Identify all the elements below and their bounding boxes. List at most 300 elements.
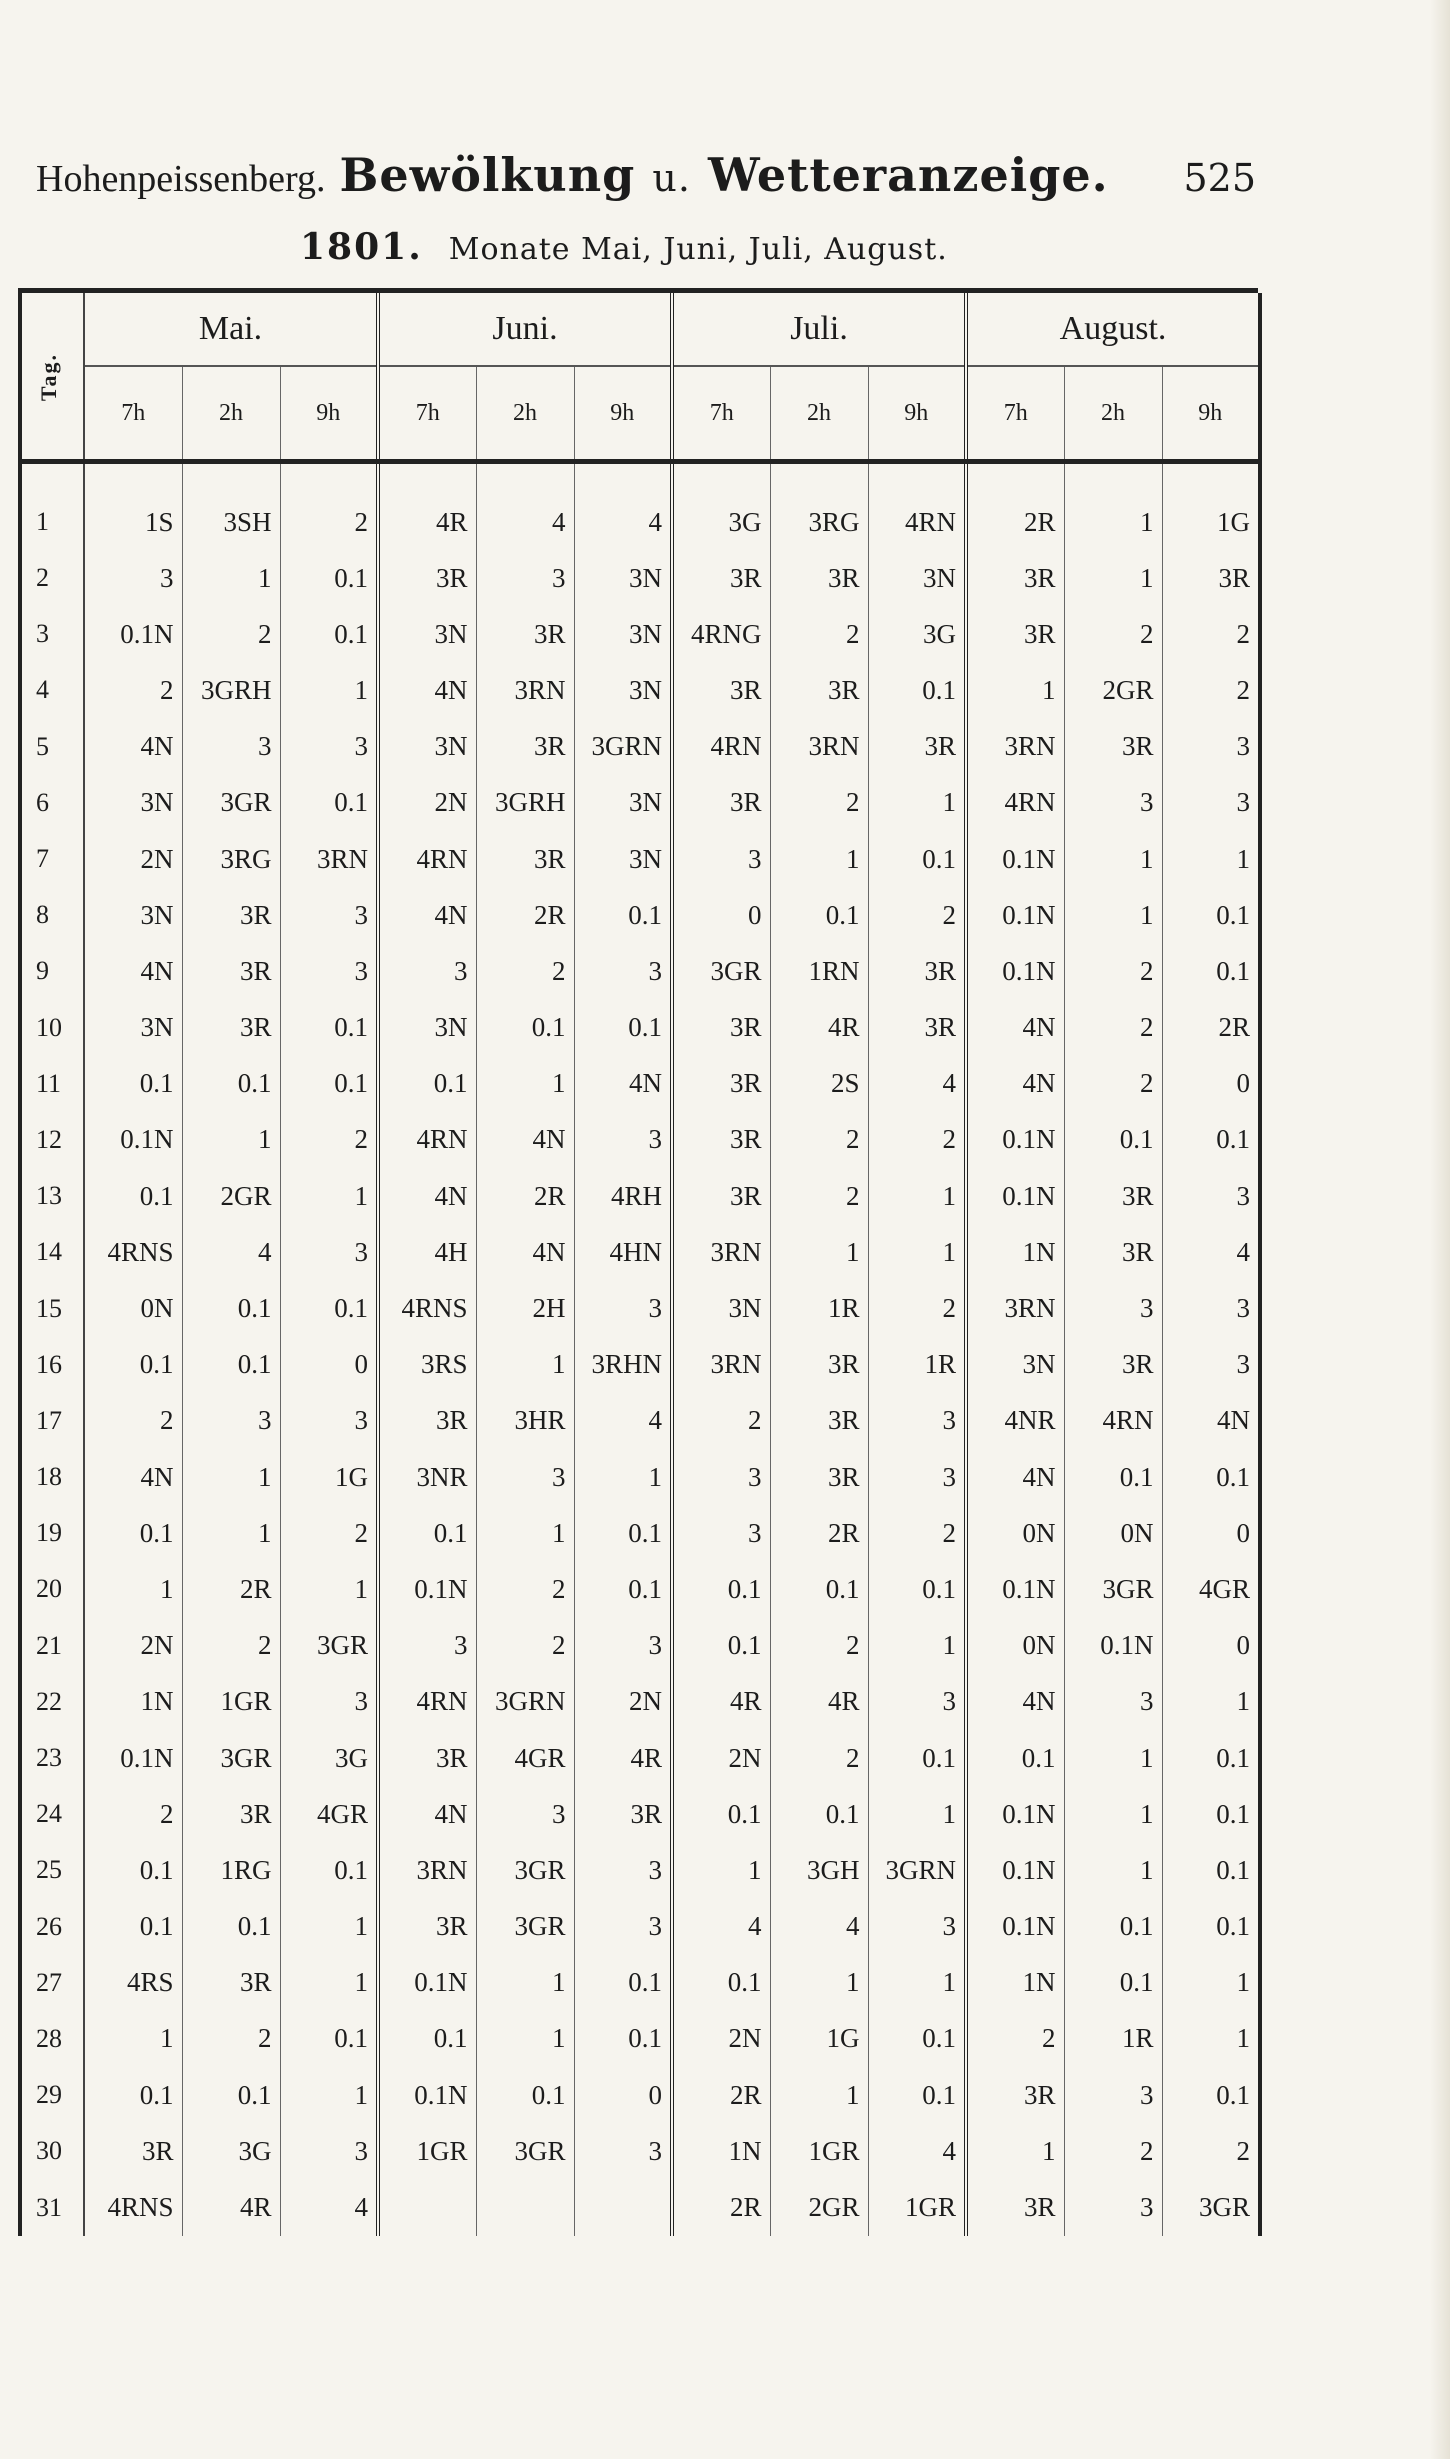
weather-cell: 1 — [868, 1168, 966, 1224]
weather-cell: 3 — [574, 943, 672, 999]
table-row — [20, 1730, 1260, 1786]
weather-cell: 3RN — [378, 1842, 476, 1898]
weather-cell: 4GR — [476, 1730, 574, 1786]
weather-cell: 0.1 — [966, 1730, 1064, 1786]
weather-cell: 0.1 — [84, 1505, 182, 1561]
title-part-2: Wetteranzeige. — [707, 148, 1109, 202]
weather-cell: 4RN — [378, 831, 476, 887]
weather-cell: 0.1 — [770, 1786, 868, 1842]
weather-cell: 0.1 — [672, 1786, 770, 1842]
weather-cell: 3RN — [770, 719, 868, 775]
weather-cell: 0.1 — [574, 887, 672, 943]
weather-cell: 1 — [868, 1224, 966, 1280]
weather-cell: 4 — [280, 2179, 378, 2235]
day-number: 3 — [20, 606, 84, 662]
weather-cell: 3R — [770, 550, 868, 606]
weather-cell: 4NR — [966, 1393, 1064, 1449]
weather-cell: 3RN — [476, 662, 574, 718]
day-number: 20 — [20, 1561, 84, 1617]
weather-cell: 1 — [476, 1955, 574, 2011]
weather-cell: 4N — [966, 1000, 1064, 1056]
table-row — [20, 775, 1260, 831]
weather-cell: 2N — [574, 1674, 672, 1730]
weather-cell: 0.1 — [182, 1056, 280, 1112]
weather-cell: 4RN — [378, 1112, 476, 1168]
weather-cell: 3R — [672, 775, 770, 831]
table-row — [20, 831, 1260, 887]
weather-cell: 3 — [280, 943, 378, 999]
weather-cell: 3GR — [476, 2123, 574, 2179]
day-number: 15 — [20, 1280, 84, 1336]
weather-cell: 4RH — [574, 1168, 672, 1224]
weather-cell: 3RN — [672, 1224, 770, 1280]
weather-cell: 3R — [966, 606, 1064, 662]
weather-cell: 0.1N — [966, 1168, 1064, 1224]
weather-cell: 3G — [182, 2123, 280, 2179]
weather-cell: 3 — [1064, 1674, 1162, 1730]
table-row — [20, 1786, 1260, 1842]
weather-cell: 3R — [770, 1449, 868, 1505]
weather-cell: 3 — [574, 1842, 672, 1898]
weather-cell: 4RNG — [672, 606, 770, 662]
weather-cell: 2 — [1064, 1056, 1162, 1112]
weather-cell: 0.1N — [966, 887, 1064, 943]
weather-cell: 0.1 — [84, 1899, 182, 1955]
weather-cell: 2 — [476, 1618, 574, 1674]
table-row — [20, 719, 1260, 775]
weather-cell: 4R — [574, 1730, 672, 1786]
weather-cell: 2 — [770, 606, 868, 662]
weather-cell: 0.1 — [868, 2011, 966, 2067]
weather-cell: 1N — [84, 1674, 182, 1730]
weather-cell: 4N — [966, 1674, 1064, 1730]
weather-cell: 0.1 — [182, 1337, 280, 1393]
weather-cell: 3R — [770, 662, 868, 718]
day-number: 14 — [20, 1224, 84, 1280]
weather-cell: 0.1 — [182, 2067, 280, 2123]
weather-cell: 3R — [672, 662, 770, 718]
weather-cell: 3G — [672, 462, 770, 551]
weather-cell: 2R — [476, 1168, 574, 1224]
weather-cell: 3R — [378, 1899, 476, 1955]
weather-cell: 2 — [182, 1618, 280, 1674]
table-row — [20, 550, 1260, 606]
weather-cell: 0.1N — [84, 1112, 182, 1168]
weather-cell: 1 — [280, 1168, 378, 1224]
weather-cell: 1 — [1162, 1674, 1260, 1730]
weather-cell: 4 — [868, 1056, 966, 1112]
hour-header: 2h — [1064, 366, 1162, 462]
weather-cell: 3 — [1162, 775, 1260, 831]
weather-cell: 4RS — [84, 1955, 182, 2011]
weather-cell: 1GR — [182, 1674, 280, 1730]
weather-cell: 3R — [378, 1730, 476, 1786]
weather-table-container — [18, 288, 1258, 2263]
weather-cell: 0.1N — [966, 1112, 1064, 1168]
day-number: 10 — [20, 1000, 84, 1056]
hour-header: 2h — [182, 366, 280, 462]
day-number: 13 — [20, 1168, 84, 1224]
weather-cell: 3GR — [182, 1730, 280, 1786]
weather-cell: 0.1 — [1064, 1449, 1162, 1505]
weather-cell: 3R — [672, 1056, 770, 1112]
weather-cell: 3R — [182, 1786, 280, 1842]
hour-header: 9h — [574, 366, 672, 462]
weather-cell: 0.1 — [280, 1280, 378, 1336]
page-edge — [1430, 0, 1450, 2459]
weather-cell: 4 — [574, 1393, 672, 1449]
weather-cell: 1G — [770, 2011, 868, 2067]
weather-cell: 0.1 — [378, 2011, 476, 2067]
weather-cell: 0.1 — [1064, 1955, 1162, 2011]
weather-cell: 0.1 — [868, 2067, 966, 2123]
page-title — [340, 148, 1109, 202]
weather-cell: 4R — [182, 2179, 280, 2235]
table-row — [20, 943, 1260, 999]
weather-cell: 0.1N — [378, 2067, 476, 2123]
weather-cell: 3GR — [1064, 1561, 1162, 1617]
table-row — [20, 1056, 1260, 1112]
weather-cell: 1G — [1162, 462, 1260, 551]
weather-cell: 1 — [182, 1505, 280, 1561]
weather-cell: 0.1N — [966, 1899, 1064, 1955]
weather-cell: 0.1N — [378, 1561, 476, 1617]
weather-cell: 2 — [868, 1280, 966, 1336]
weather-cell: 1 — [182, 550, 280, 606]
weather-cell: 3GR — [672, 943, 770, 999]
weather-cell: 0N — [1064, 1505, 1162, 1561]
hour-header-row — [20, 366, 1260, 462]
month-header: August. — [966, 293, 1260, 366]
day-number: 6 — [20, 775, 84, 831]
weather-cell: 3 — [378, 943, 476, 999]
day-number: 17 — [20, 1393, 84, 1449]
weather-cell: 3R — [182, 1955, 280, 2011]
weather-cell: 3 — [1064, 775, 1162, 831]
weather-cell: 3R — [84, 2123, 182, 2179]
weather-cell: 0.1 — [84, 1842, 182, 1898]
weather-cell: 1 — [868, 1786, 966, 1842]
weather-cell: 2 — [770, 1112, 868, 1168]
table-row — [20, 2179, 1260, 2235]
weather-cell: 3GRH — [476, 775, 574, 831]
weather-cell: 0 — [1162, 1056, 1260, 1112]
weather-cell: 0.1N — [84, 606, 182, 662]
weather-cell: 2 — [868, 887, 966, 943]
day-number: 31 — [20, 2179, 84, 2235]
month-header: Juni. — [378, 293, 672, 366]
weather-cell: 4RNS — [378, 1280, 476, 1336]
weather-cell: 4N — [1162, 1393, 1260, 1449]
weather-cell: 3R — [182, 1000, 280, 1056]
table-row — [20, 606, 1260, 662]
weather-cell: 0.1 — [280, 1842, 378, 1898]
weather-cell: 3 — [280, 1393, 378, 1449]
weather-cell: 3 — [672, 831, 770, 887]
weather-cell: 2 — [280, 1112, 378, 1168]
weather-cell: 0.1 — [84, 1056, 182, 1112]
weather-cell: 0.1 — [280, 1000, 378, 1056]
weather-cell: 1R — [868, 1337, 966, 1393]
table-row — [20, 1449, 1260, 1505]
weather-cell: 2 — [1064, 606, 1162, 662]
weather-cell: 1 — [1162, 831, 1260, 887]
weather-cell: 0.1 — [1162, 943, 1260, 999]
weather-cell: 3R — [966, 2179, 1064, 2235]
table-row — [20, 1393, 1260, 1449]
weather-cell: 0.1 — [868, 662, 966, 718]
day-number: 29 — [20, 2067, 84, 2123]
table-row — [20, 1168, 1260, 1224]
weather-cell: 1 — [476, 2011, 574, 2067]
weather-cell: 1 — [182, 1112, 280, 1168]
weather-cell: 1 — [1162, 1955, 1260, 2011]
weather-cell: 4N — [378, 887, 476, 943]
weather-cell: 3 — [280, 1224, 378, 1280]
weather-cell: 1N — [966, 1224, 1064, 1280]
weather-cell: 3RG — [770, 462, 868, 551]
table-row — [20, 1112, 1260, 1168]
weather-cell: 1 — [280, 2067, 378, 2123]
weather-cell: 3RHN — [574, 1337, 672, 1393]
weather-cell: 1 — [1064, 1730, 1162, 1786]
weather-cell: 3 — [1162, 1168, 1260, 1224]
weather-cell: 1 — [476, 1505, 574, 1561]
weather-cell: 0.1 — [1162, 1730, 1260, 1786]
weather-cell: 3 — [1064, 1280, 1162, 1336]
weather-cell: 2R — [672, 2179, 770, 2235]
table-row — [20, 1899, 1260, 1955]
weather-cell: 3R — [868, 1000, 966, 1056]
weather-cell: 0 — [1162, 1505, 1260, 1561]
weather-cell: 2N — [378, 775, 476, 831]
month-header: Mai. — [84, 293, 378, 366]
weather-table — [18, 293, 1262, 2236]
weather-cell: 3G — [280, 1730, 378, 1786]
day-column-header — [20, 293, 84, 462]
weather-cell: 0.1 — [182, 1899, 280, 1955]
weather-cell: 1 — [868, 775, 966, 831]
title-connector: u. — [652, 156, 691, 200]
weather-cell: 0 — [574, 2067, 672, 2123]
day-number: 27 — [20, 1955, 84, 2011]
weather-cell: 3 — [1064, 2067, 1162, 2123]
weather-cell — [574, 2179, 672, 2235]
weather-cell: 1GR — [868, 2179, 966, 2235]
weather-cell: 3N — [574, 662, 672, 718]
weather-cell: 2GR — [770, 2179, 868, 2235]
weather-cell: 1 — [280, 1955, 378, 2011]
weather-cell: 2N — [672, 2011, 770, 2067]
weather-cell: 3N — [378, 606, 476, 662]
weather-cell: 3GH — [770, 1842, 868, 1898]
weather-cell: 1GR — [770, 2123, 868, 2179]
weather-cell: 4RN — [966, 775, 1064, 831]
weather-cell: 3GR — [280, 1618, 378, 1674]
weather-cell: 2 — [1064, 943, 1162, 999]
weather-cell: 4N — [378, 1786, 476, 1842]
weather-cell: 3 — [574, 1618, 672, 1674]
weather-cell: 1 — [1064, 462, 1162, 551]
weather-cell: 1 — [1064, 831, 1162, 887]
weather-cell: 3 — [280, 719, 378, 775]
weather-cell: 0.1 — [1162, 1786, 1260, 1842]
weather-cell: 4N — [378, 1168, 476, 1224]
weather-cell: 0.1 — [574, 1000, 672, 1056]
weather-cell: 0 — [1162, 1618, 1260, 1674]
weather-cell: 2 — [84, 1393, 182, 1449]
month-header: Juli. — [672, 293, 966, 366]
weather-cell: 3 — [574, 1112, 672, 1168]
weather-cell: 0.1 — [672, 1561, 770, 1617]
table-row — [20, 462, 1260, 551]
weather-cell: 4R — [672, 1674, 770, 1730]
place-name: Hohenpeissenberg. — [36, 158, 326, 200]
table-row — [20, 2011, 1260, 2067]
weather-cell: 3GR — [476, 1899, 574, 1955]
weather-cell: 3G — [868, 606, 966, 662]
weather-cell: 2N — [84, 831, 182, 887]
weather-cell: 2 — [868, 1112, 966, 1168]
weather-cell: 3R — [182, 943, 280, 999]
page-header — [36, 148, 1256, 208]
weather-cell: 3GR — [476, 1842, 574, 1898]
weather-cell: 0.1 — [1162, 1449, 1260, 1505]
weather-cell: 0.1N — [378, 1955, 476, 2011]
table-row — [20, 1842, 1260, 1898]
day-number: 4 — [20, 662, 84, 718]
day-number: 11 — [20, 1056, 84, 1112]
weather-cell: 4N — [84, 943, 182, 999]
weather-cell: 0.1N — [1064, 1618, 1162, 1674]
weather-cell: 4RN — [672, 719, 770, 775]
table-row — [20, 1561, 1260, 1617]
weather-cell: 3R — [476, 719, 574, 775]
weather-cell: 3R — [770, 1337, 868, 1393]
table-row — [20, 1224, 1260, 1280]
weather-cell: 2R — [672, 2067, 770, 2123]
weather-cell: 3N — [574, 550, 672, 606]
weather-cell: 3R — [476, 831, 574, 887]
weather-cell: 3R — [1064, 1224, 1162, 1280]
weather-cell: 4HN — [574, 1224, 672, 1280]
weather-cell: 1GR — [378, 2123, 476, 2179]
weather-cell: 2N — [672, 1730, 770, 1786]
weather-cell: 3R — [1162, 550, 1260, 606]
weather-cell: 1 — [574, 1449, 672, 1505]
weather-cell: 1 — [1064, 887, 1162, 943]
weather-cell: 2R — [182, 1561, 280, 1617]
weather-cell: 2R — [1162, 1000, 1260, 1056]
weather-cell: 3 — [280, 1674, 378, 1730]
weather-cell: 0.1N — [84, 1730, 182, 1786]
weather-cell: 3RG — [182, 831, 280, 887]
weather-cell: 1 — [868, 1618, 966, 1674]
weather-cell: 0.1 — [1162, 1899, 1260, 1955]
weather-cell: 3 — [574, 1280, 672, 1336]
weather-cell — [476, 2179, 574, 2235]
weather-cell: 4 — [868, 2123, 966, 2179]
weather-cell: 4RNS — [84, 1224, 182, 1280]
table-row — [20, 1000, 1260, 1056]
weather-cell: 0.1 — [770, 1561, 868, 1617]
weather-cell: 3R — [672, 1112, 770, 1168]
weather-cell: 4H — [378, 1224, 476, 1280]
weather-cell: 1 — [770, 1955, 868, 2011]
hour-header: 9h — [868, 366, 966, 462]
weather-cell: 0.1 — [574, 1561, 672, 1617]
weather-cell: 3 — [1064, 2179, 1162, 2235]
weather-cell: 3SH — [182, 462, 280, 551]
weather-cell: 2 — [1064, 1000, 1162, 1056]
weather-cell: 0 — [280, 1337, 378, 1393]
weather-cell: 1G — [280, 1449, 378, 1505]
weather-cell: 1 — [770, 1224, 868, 1280]
weather-cell: 3 — [378, 1618, 476, 1674]
weather-cell: 3GRN — [476, 1674, 574, 1730]
weather-cell: 2 — [1162, 2123, 1260, 2179]
hour-header: 7h — [966, 366, 1064, 462]
weather-cell: 0N — [966, 1618, 1064, 1674]
weather-cell: 3 — [182, 1393, 280, 1449]
weather-cell: 2 — [770, 1618, 868, 1674]
weather-cell: 3N — [574, 606, 672, 662]
weather-cell: 0.1 — [280, 550, 378, 606]
weather-cell: 1 — [672, 1842, 770, 1898]
weather-cell: 3N — [574, 775, 672, 831]
weather-cell: 0.1 — [1162, 1112, 1260, 1168]
weather-cell: 3R — [672, 1168, 770, 1224]
weather-cell: 0.1 — [378, 1056, 476, 1112]
weather-cell: 4RN — [1064, 1393, 1162, 1449]
weather-cell: 0.1 — [1162, 2067, 1260, 2123]
day-number: 25 — [20, 1842, 84, 1898]
weather-cell: 3RN — [966, 719, 1064, 775]
weather-cell: 0 — [672, 887, 770, 943]
weather-cell: 1 — [966, 662, 1064, 718]
weather-cell: 3 — [280, 2123, 378, 2179]
weather-cell: 2H — [476, 1280, 574, 1336]
weather-cell: 2 — [182, 2011, 280, 2067]
weather-cell: 1 — [280, 662, 378, 718]
weather-cell: 0.1 — [868, 831, 966, 887]
weather-cell: 3HR — [476, 1393, 574, 1449]
weather-cell: 2 — [280, 1505, 378, 1561]
months-caption: Monate Mai, Juni, Juli, August. — [448, 232, 948, 267]
weather-cell: 3R — [476, 606, 574, 662]
weather-cell: 0.1 — [770, 887, 868, 943]
weather-cell: 4R — [378, 462, 476, 551]
weather-cell: 4 — [672, 1899, 770, 1955]
weather-cell: 4RN — [868, 462, 966, 551]
weather-cell: 4R — [770, 1674, 868, 1730]
weather-cell: 2R — [770, 1505, 868, 1561]
weather-cell: 3RS — [378, 1337, 476, 1393]
weather-cell: 2 — [966, 2011, 1064, 2067]
hour-header: 9h — [1162, 366, 1260, 462]
weather-cell: 2 — [1162, 606, 1260, 662]
day-number: 5 — [20, 719, 84, 775]
weather-cell: 2 — [1064, 2123, 1162, 2179]
subheader — [300, 226, 1060, 270]
weather-cell: 3 — [868, 1393, 966, 1449]
weather-cell: 3 — [1162, 719, 1260, 775]
weather-cell: 1 — [84, 1561, 182, 1617]
weather-cell: 4 — [182, 1224, 280, 1280]
weather-cell: 0.1N — [966, 943, 1064, 999]
weather-cell: 4N — [574, 1056, 672, 1112]
weather-cell: 2N — [84, 1618, 182, 1674]
